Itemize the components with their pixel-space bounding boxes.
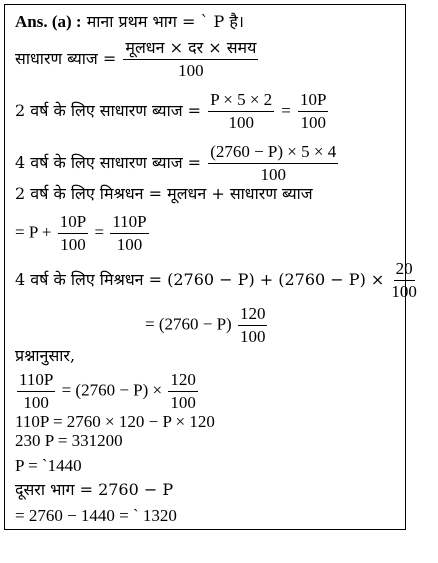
formula-numerator: मूलधन × दर × समय [123, 39, 258, 60]
equation-right-numerator: 120 [168, 371, 198, 392]
two-year-interest-line [15, 91, 330, 132]
equation-line [15, 371, 200, 412]
simple-interest-formula [15, 39, 260, 80]
combined-line: 230 P = 331200 [15, 431, 123, 450]
two-year-interest-result-fraction [298, 91, 328, 132]
formula-denominator: 100 [178, 61, 204, 80]
equation-left-fraction [17, 371, 55, 412]
two-year-interest-label: 2 वर्ष के लिए साधारण ब्याज = [15, 101, 202, 120]
equation-left-denominator: 100 [23, 393, 49, 412]
two-year-interest-equals: = [281, 101, 291, 120]
two-year-amount-prefix: = P + [15, 222, 52, 242]
two-year-interest-denominator: 100 [228, 113, 254, 132]
answer-intro-line [15, 13, 244, 31]
two-year-amount-result-fraction [110, 213, 148, 254]
first-part-assumption: माना प्रथम भाग = ` P है। [86, 12, 244, 31]
four-year-amount-numerator: 20 [394, 260, 415, 281]
according-to-question: प्रश्नानुसार, [15, 346, 76, 365]
two-year-amount-line: 2 वर्ष के लिए मिश्रधन = मूलधन + साधारण ब्याज [15, 184, 313, 203]
four-year-amount-line [15, 260, 419, 301]
four-year-amount-simplified-fraction [238, 305, 268, 346]
cross-multiplied-line: 110P = 2760 × 120 − P × 120 [15, 412, 215, 431]
two-year-interest-numerator: P × 5 × 2 [208, 91, 274, 112]
four-year-amount-simplified-prefix: = (2760 − P) [145, 314, 232, 334]
second-part-value: = 2760 − 1440 = ` 1320 [15, 506, 177, 525]
formula-label: साधारण ब्याज = [15, 49, 117, 68]
formula-fraction [123, 39, 258, 80]
four-year-amount-simplified-numerator: 120 [238, 305, 268, 326]
four-year-interest-label: 4 वर्ष के लिए साधारण ब्याज = [15, 153, 202, 172]
two-year-amount-result-numerator: 110P [110, 213, 148, 234]
second-part-line: दूसरा भाग = 2760 − P [15, 480, 174, 499]
equation-right-fraction [168, 371, 198, 412]
equation-left-numerator: 110P [17, 371, 55, 392]
two-year-amount-numerator: 10P [58, 213, 88, 234]
two-year-amount-calc [15, 213, 151, 254]
two-year-amount-fraction [58, 213, 88, 254]
answer-heading: Ans. (a) : [15, 12, 82, 31]
two-year-amount-denominator: 100 [60, 235, 86, 254]
four-year-interest-numerator: (2760 − P) × 5 × 4 [208, 143, 338, 164]
two-year-interest-fraction [208, 91, 274, 132]
four-year-amount-simplified [145, 305, 269, 346]
two-year-amount-equals: = [94, 222, 105, 242]
two-year-interest-result-numerator: 10P [298, 91, 328, 112]
two-year-interest-result-denominator: 100 [300, 113, 326, 132]
first-part-value: P = `1440 [15, 456, 82, 475]
two-year-amount-result-denominator: 100 [116, 235, 143, 254]
four-year-interest-fraction [208, 143, 338, 184]
four-year-interest-denominator: 100 [260, 165, 286, 184]
equation-right-denominator: 100 [170, 393, 196, 412]
four-year-amount-fraction [391, 260, 417, 301]
four-year-amount-simplified-denominator: 100 [239, 327, 266, 346]
equation-middle: = (2760 − P) × [61, 380, 163, 400]
answer-box [4, 4, 417, 530]
four-year-amount-label: 4 वर्ष के लिए मिश्रधन = (2760 − P) + (2760 − P) × [15, 270, 385, 289]
four-year-interest-line [15, 143, 340, 184]
four-year-amount-denominator: 100 [391, 282, 417, 301]
